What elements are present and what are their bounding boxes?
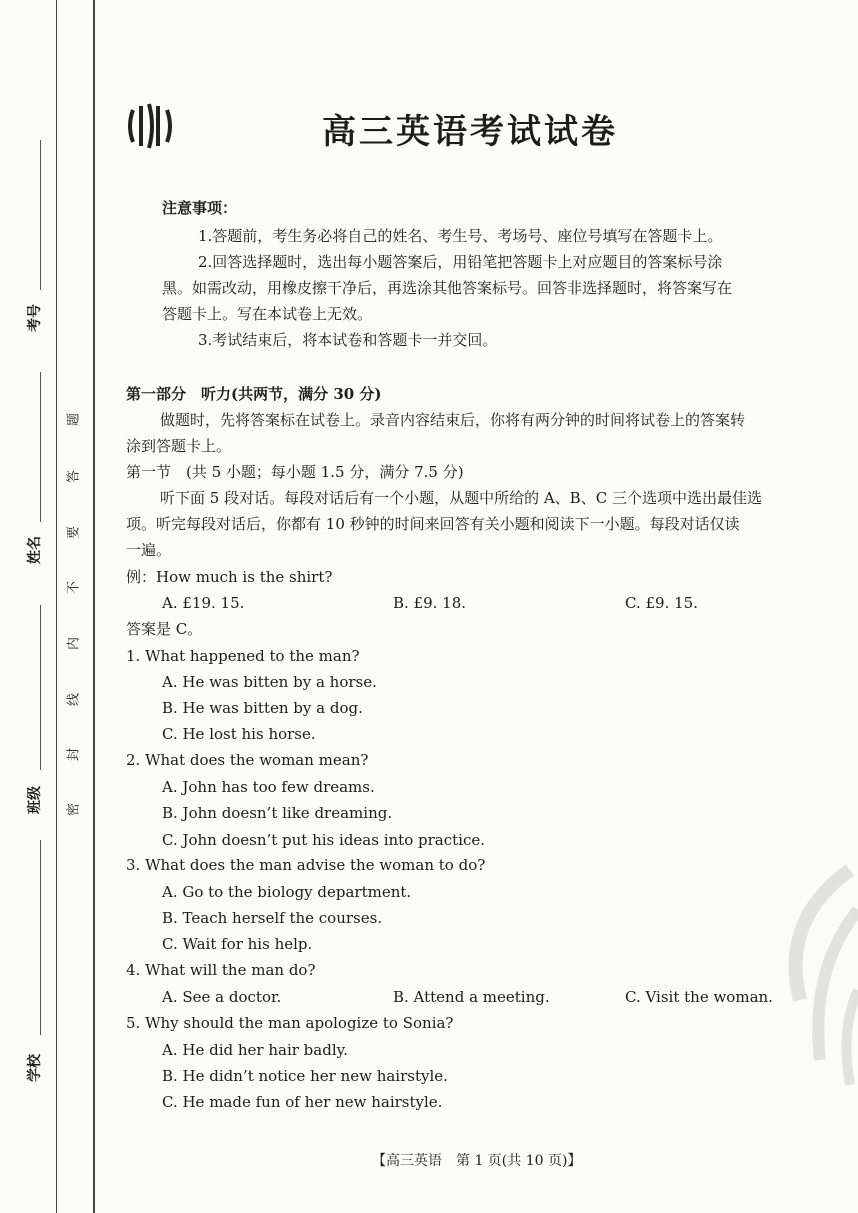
- question-3: 3. What does the man advise the woman to do?: [126, 856, 486, 874]
- question-1: 1. What happened to the man?: [126, 647, 360, 665]
- logo-icon: [125, 100, 177, 152]
- directions-line-3: 一遍。: [126, 541, 172, 559]
- example-answer: 答案是 C。: [126, 620, 203, 638]
- class-blank: [40, 605, 41, 770]
- question-3-option-a: A. Go to the biology department.: [162, 883, 412, 901]
- notice-item-2-line-3: 答题卡上。写在本试卷上无效。: [162, 305, 373, 323]
- question-5-option-a: A. He did her hair badly.: [162, 1041, 348, 1059]
- example-question: 例：How much is the shirt?: [126, 568, 333, 586]
- watermark-logo-icon: [760, 860, 858, 1090]
- notice-item-2-line-1: 2.回答选择题时，选出每小题答案后，用铅笔把答题卡上对应题目的答案标号涂: [198, 253, 723, 271]
- part1-heading: 第一部分 听力(共两节，满分 30 分): [126, 385, 382, 403]
- seal-char-1: 题: [66, 413, 82, 427]
- margin-line-left: [56, 0, 57, 1213]
- school-label: 学校: [27, 1054, 43, 1082]
- notice-item-2-line-2: 黑。如需改动，用橡皮擦干净后，再选涂其他答案标号。回答非选择题时，将答案写在: [162, 279, 733, 297]
- seal-char-4: 不: [66, 581, 82, 595]
- question-1-option-b: B. He was bitten by a dog.: [162, 699, 363, 717]
- question-2-option-c: C. John doesn’t put his ideas into practice.: [162, 831, 485, 849]
- part1-intro-line-1: 做题时，先将答案标在试卷上。录音内容结束后，你将有两分钟的时间将试卷上的答案转: [160, 411, 746, 429]
- page-footer: 【高三英语 第 1 页(共 10 页)】: [372, 1153, 582, 1169]
- notice-item-1: 1.答题前，考生务必将自己的姓名、考生号、考场号、座位号填写在答题卡上。: [198, 227, 723, 245]
- directions-line-2: 项。听完每段对话后，你都有 10 秒钟的时间来回答有关小题和阅读下一小题。每段对话仅读: [126, 515, 740, 533]
- seal-char-3: 要: [66, 526, 82, 540]
- seal-char-2: 答: [66, 470, 82, 484]
- question-5-option-c: C. He made fun of her new hairstyle.: [162, 1093, 443, 1111]
- question-4-option-b: B. Attend a meeting.: [393, 988, 550, 1006]
- page-title: 高三英语考试试卷: [322, 112, 618, 152]
- seal-char-5: 内: [66, 637, 82, 651]
- question-5: 5. Why should the man apologize to Sonia?: [126, 1014, 454, 1032]
- section1-heading: 第一节 (共 5 小题；每小题 1.5 分，满分 7.5 分): [126, 463, 464, 481]
- question-5-option-b: B. He didn’t notice her new hairstyle.: [162, 1067, 448, 1085]
- notice-heading: 注意事项：: [162, 199, 238, 217]
- school-blank: [40, 840, 41, 1035]
- question-4-option-c: C. Visit the woman.: [625, 988, 773, 1006]
- notice-item-3: 3.考试结束后，将本试卷和答题卡一并交回。: [198, 331, 498, 349]
- name-label: 姓名: [27, 536, 43, 564]
- seal-char-8: 密: [66, 803, 82, 817]
- question-1-option-a: A. He was bitten by a horse.: [162, 673, 377, 691]
- example-option-b: B. £9. 18.: [393, 594, 467, 612]
- question-3-option-b: B. Teach herself the courses.: [162, 909, 383, 927]
- part1-intro-line-2: 涂到答题卡上。: [126, 437, 232, 455]
- question-2-option-a: A. John has too few dreams.: [162, 778, 375, 796]
- class-label: 班级: [27, 786, 43, 814]
- directions-line-1: 听下面 5 段对话。每段对话后有一个小题，从题中所给的 A、B、C 三个选项中选出最佳选: [160, 489, 762, 507]
- question-2: 2. What does the woman mean?: [126, 751, 369, 769]
- seal-char-6: 线: [66, 693, 82, 707]
- example-option-c: C. £9. 15.: [625, 594, 698, 612]
- name-blank: [40, 372, 41, 522]
- question-2-option-b: B. John doesn’t like dreaming.: [162, 804, 393, 822]
- exam-no-label: 考号: [27, 304, 43, 332]
- margin-line-right: [93, 0, 95, 1213]
- question-1-option-c: C. He lost his horse.: [162, 725, 316, 743]
- seal-char-7: 封: [66, 748, 82, 762]
- exam-no-blank: [40, 140, 41, 290]
- question-4-option-a: A. See a doctor.: [162, 988, 282, 1006]
- question-4: 4. What will the man do?: [126, 961, 316, 979]
- example-option-a: A. £19. 15.: [162, 594, 245, 612]
- question-3-option-c: C. Wait for his help.: [162, 935, 313, 953]
